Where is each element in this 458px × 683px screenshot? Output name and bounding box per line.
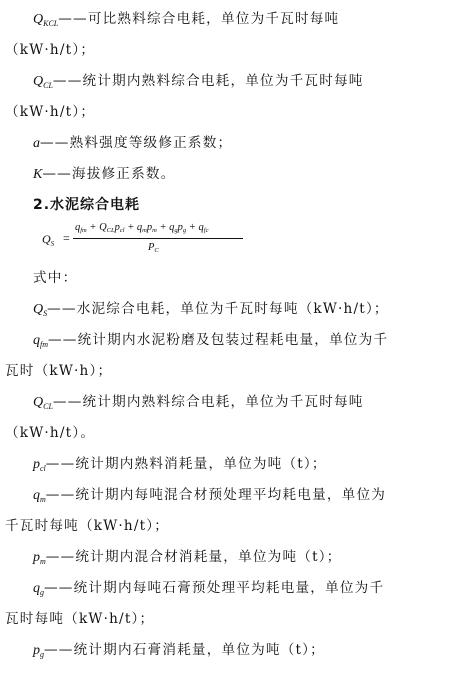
symbol: $q_m$ bbox=[33, 488, 46, 504]
def-q-cl-unit: （kW·h/t）； bbox=[5, 104, 96, 120]
formula-term: $p_m$ bbox=[146, 222, 157, 234]
def-q-g-unit: 瓦时每吨（kW·h/t）； bbox=[5, 611, 155, 627]
symbol: $Q_{CL}$ bbox=[33, 74, 53, 90]
def-p-cl: $p_{cl}——$统计期内熟料消耗量，单位为吨（t）； bbox=[33, 456, 327, 473]
def-q-m: $q_m——$统计期内每吨混合材预处理平均耗电量，单位为 bbox=[33, 487, 387, 504]
formula-lhs: $Q_S$ bbox=[42, 232, 55, 248]
def-a: a——熟料强度等级修正系数； bbox=[33, 135, 233, 151]
def-q-cl-2: $Q_{CL}——$统计期内熟料综合电耗，单位为千瓦时每吨 bbox=[33, 394, 364, 411]
where-label: 式中： bbox=[33, 270, 78, 286]
formula-term: + $q_{fc}$ bbox=[186, 222, 209, 234]
def-q-g: $q_g——$统计期内每吨石膏预处理平均耗电量，单位为千 bbox=[33, 580, 385, 597]
cement-power-formula bbox=[42, 222, 302, 262]
formula-term: + $q_m$ bbox=[124, 222, 147, 234]
def-q-fm: $q_{fm}——$统计期内水泥粉磨及包装过程耗电量，单位为千 bbox=[33, 332, 389, 349]
def-q-cl-2-unit: （kW·h/t）。 bbox=[5, 425, 96, 441]
symbol: $p_{cl}$ bbox=[33, 457, 46, 473]
formula-denominator: $P_C$ bbox=[148, 242, 159, 254]
formula-term: $p_g$ bbox=[177, 222, 187, 234]
def-q-m-unit: 千瓦时每吨（kW·h/t）； bbox=[5, 518, 170, 534]
fraction-bar bbox=[73, 238, 243, 239]
symbol: $Q_S$ bbox=[33, 302, 48, 318]
formula-term: $q_{fm}$ bbox=[75, 222, 87, 234]
def-p-m: $p_m——$统计期内混合材消耗量，单位为吨（t）； bbox=[33, 549, 342, 566]
def-q-kcl-unit: （kW·h/t）； bbox=[5, 42, 96, 58]
symbol: a bbox=[33, 136, 40, 151]
symbol: $Q_{CL}$ bbox=[33, 395, 53, 411]
formula-term: + $Q_{CL}$ bbox=[86, 222, 115, 234]
def-k: K——海拔修正系数。 bbox=[33, 166, 176, 182]
formula-term: + $q_g$ bbox=[156, 222, 178, 234]
symbol: $q_g$ bbox=[33, 581, 44, 597]
symbol: $Q_{KCL}$ bbox=[33, 12, 59, 28]
formula-term: $p_{cl}$ bbox=[114, 222, 125, 234]
symbol: K bbox=[33, 167, 43, 182]
def-q-cl: $Q_{CL}——$统计期内熟料综合电耗，单位为千瓦时每吨 bbox=[33, 73, 364, 90]
formula-equals: = bbox=[63, 231, 70, 245]
section-heading: 2.水泥综合电耗 bbox=[33, 197, 141, 213]
def-p-g: $p_g——$统计期内石膏消耗量，单位为吨（t）； bbox=[33, 642, 325, 659]
def-q-fm-unit: 瓦时（kW·h）； bbox=[5, 363, 113, 379]
formula-numerator bbox=[75, 222, 208, 234]
def-q-s: $Q_S——$水泥综合电耗，单位为千瓦时每吨（kW·h/t）； bbox=[33, 301, 389, 318]
symbol: $q_{fm}$ bbox=[33, 333, 48, 349]
symbol: $p_g$ bbox=[33, 643, 44, 659]
symbol: $p_m$ bbox=[33, 550, 46, 566]
def-q-kcl: $Q_{KCL}——$可比熟料综合电耗，单位为千瓦时每吨 bbox=[33, 11, 340, 28]
